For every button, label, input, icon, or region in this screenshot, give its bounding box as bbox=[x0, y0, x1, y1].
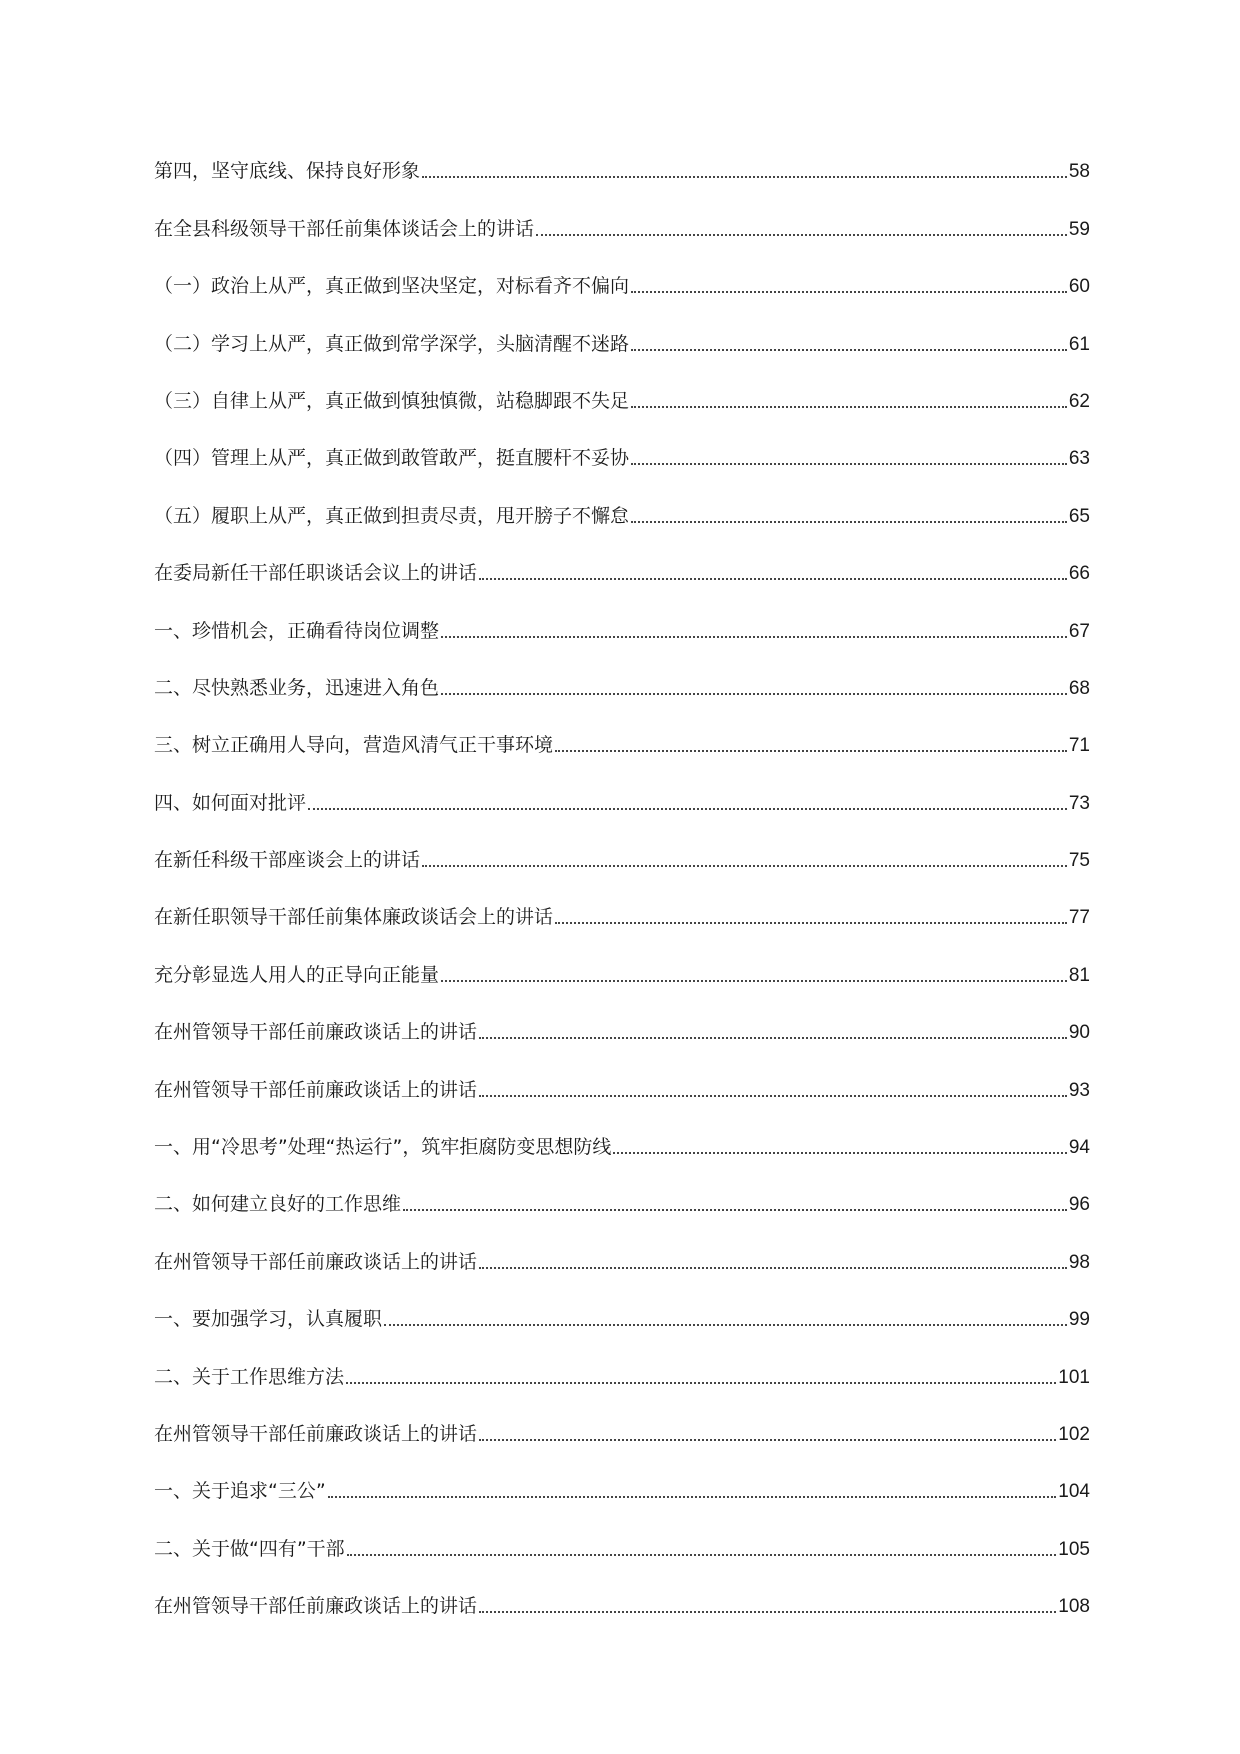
toc-entry-page-number: 63 bbox=[1068, 448, 1090, 470]
toc-dot-leader bbox=[328, 1496, 1057, 1498]
toc-entry-title: 一、用“冷思考”处理“热运行”，筑牢拒腐防变思想防线 bbox=[154, 1136, 612, 1159]
toc-dot-leader bbox=[479, 1095, 1067, 1097]
toc-entry[interactable] bbox=[154, 354, 1090, 411]
toc-entry-title: 在州管领导干部任前廉政谈话上的讲话 bbox=[154, 1250, 478, 1273]
toc-entry-title: 在州管领导干部任前廉政谈话上的讲话 bbox=[154, 1595, 478, 1618]
toc-entry-title: 二、关于工作思维方法 bbox=[154, 1365, 345, 1388]
toc-entry-title: 在全县科级领导干部任前集体谈话会上的讲话 bbox=[154, 217, 535, 240]
toc-entry-title: 三、树立正确用人导向，营造风清气正干事环境 bbox=[154, 734, 554, 757]
toc-entry-title: 在新任科级干部座谈会上的讲话 bbox=[154, 849, 421, 872]
toc-entry[interactable] bbox=[154, 1559, 1090, 1616]
toc-entry-title: 在州管领导干部任前廉政谈话上的讲话 bbox=[154, 1422, 478, 1445]
toc-entry-title: （五）履职上从严，真正做到担责尽责，甩开膀子不懈怠 bbox=[154, 504, 630, 527]
toc-dot-leader bbox=[479, 1267, 1067, 1269]
toc-dot-leader bbox=[631, 463, 1067, 465]
toc-entry[interactable] bbox=[154, 813, 1090, 870]
toc-entry-title: （二）学习上从严，真正做到常学深学，头脑清醒不迷路 bbox=[154, 332, 630, 355]
toc-entry-title: 第四，坚守底线、保持良好形象 bbox=[154, 160, 421, 183]
toc-entry-title: 充分彰显选人用人的正导向正能量 bbox=[154, 963, 440, 986]
toc-entry-title: 二、如何建立良好的工作思维 bbox=[154, 1193, 402, 1216]
toc-entry[interactable] bbox=[154, 181, 1090, 238]
toc-dot-leader bbox=[479, 1611, 1056, 1613]
toc-entry-page-number: 104 bbox=[1058, 1481, 1090, 1503]
toc-entry[interactable] bbox=[154, 239, 1090, 296]
toc-entry-title: 一、关于追求“三公” bbox=[154, 1480, 326, 1503]
toc-entry[interactable] bbox=[154, 1501, 1090, 1558]
toc-entry-page-number: 65 bbox=[1068, 505, 1090, 527]
toc-dot-leader bbox=[479, 1439, 1056, 1441]
toc-entry-page-number: 66 bbox=[1068, 563, 1090, 585]
toc-entry[interactable] bbox=[154, 296, 1090, 353]
toc-entry-title: 二、尽快熟悉业务，迅速进入角色 bbox=[154, 676, 440, 699]
toc-entry[interactable] bbox=[154, 1387, 1090, 1444]
toc-entry-page-number: 102 bbox=[1058, 1423, 1090, 1445]
toc-entry-title: （三）自律上从严，真正做到慎独慎微，站稳脚跟不失足 bbox=[154, 389, 630, 412]
toc-entry[interactable] bbox=[154, 411, 1090, 468]
toc-dot-leader bbox=[441, 980, 1067, 982]
toc-dot-leader bbox=[308, 808, 1067, 810]
toc-entry[interactable] bbox=[154, 698, 1090, 755]
toc-dot-leader bbox=[536, 234, 1067, 236]
toc-entry-title: 一、要加强学习，认真履职 bbox=[154, 1308, 383, 1331]
toc-entry[interactable] bbox=[154, 1272, 1090, 1329]
toc-entry-page-number: 75 bbox=[1068, 850, 1090, 872]
toc-entry-page-number: 94 bbox=[1068, 1137, 1090, 1159]
toc-entry-page-number: 93 bbox=[1068, 1079, 1090, 1101]
toc-entry[interactable] bbox=[154, 1329, 1090, 1386]
toc-dot-leader bbox=[555, 922, 1067, 924]
toc-entry-page-number: 96 bbox=[1068, 1194, 1090, 1216]
table-of-contents bbox=[154, 124, 1090, 1616]
toc-dot-leader bbox=[613, 1152, 1066, 1154]
toc-entry[interactable] bbox=[154, 583, 1090, 640]
toc-entry[interactable] bbox=[154, 1042, 1090, 1099]
toc-entry-page-number: 98 bbox=[1068, 1251, 1090, 1273]
toc-dot-leader bbox=[555, 750, 1067, 752]
toc-entry[interactable] bbox=[154, 755, 1090, 812]
toc-entry-page-number: 105 bbox=[1058, 1538, 1090, 1560]
toc-dot-leader bbox=[631, 521, 1067, 523]
toc-entry-title: （四）管理上从严，真正做到敢管敢严，挺直腰杆不妥协 bbox=[154, 447, 630, 470]
toc-entry-page-number: 58 bbox=[1068, 161, 1090, 183]
toc-entry-title: 在州管领导干部任前廉政谈话上的讲话 bbox=[154, 1021, 478, 1044]
toc-entry-page-number: 68 bbox=[1068, 677, 1090, 699]
toc-dot-leader bbox=[631, 291, 1067, 293]
toc-dot-leader bbox=[422, 865, 1067, 867]
toc-entry-page-number: 71 bbox=[1068, 735, 1090, 757]
toc-entry-page-number: 90 bbox=[1068, 1022, 1090, 1044]
toc-entry-title: 四、如何面对批评 bbox=[154, 791, 307, 814]
toc-entry-page-number: 62 bbox=[1068, 390, 1090, 412]
toc-dot-leader bbox=[403, 1209, 1067, 1211]
toc-entry[interactable] bbox=[154, 526, 1090, 583]
toc-dot-leader bbox=[441, 636, 1067, 638]
toc-entry[interactable] bbox=[154, 927, 1090, 984]
toc-entry-page-number: 73 bbox=[1068, 792, 1090, 814]
toc-dot-leader bbox=[441, 693, 1067, 695]
toc-dot-leader bbox=[479, 1037, 1067, 1039]
toc-entry[interactable] bbox=[154, 641, 1090, 698]
toc-dot-leader bbox=[422, 176, 1067, 178]
toc-dot-leader bbox=[346, 1382, 1056, 1384]
toc-dot-leader bbox=[631, 349, 1067, 351]
toc-dot-leader bbox=[384, 1324, 1067, 1326]
toc-entry-page-number: 67 bbox=[1068, 620, 1090, 642]
toc-entry-title: 在委局新任干部任职谈话会议上的讲话 bbox=[154, 562, 478, 585]
toc-entry-page-number: 77 bbox=[1068, 907, 1090, 929]
toc-entry-page-number: 108 bbox=[1058, 1596, 1090, 1618]
toc-entry[interactable] bbox=[154, 1100, 1090, 1157]
toc-entry-page-number: 99 bbox=[1068, 1309, 1090, 1331]
toc-entry-title: 在新任职领导干部任前集体廉政谈话会上的讲话 bbox=[154, 906, 554, 929]
toc-entry-title: （一）政治上从严，真正做到坚决坚定，对标看齐不偏向 bbox=[154, 275, 630, 298]
toc-entry[interactable] bbox=[154, 1214, 1090, 1271]
toc-entry[interactable] bbox=[154, 1157, 1090, 1214]
toc-entry[interactable] bbox=[154, 468, 1090, 525]
toc-dot-leader bbox=[347, 1554, 1057, 1556]
toc-entry-page-number: 59 bbox=[1068, 218, 1090, 240]
toc-dot-leader bbox=[479, 578, 1067, 580]
toc-entry[interactable] bbox=[154, 124, 1090, 181]
toc-entry-page-number: 101 bbox=[1058, 1366, 1090, 1388]
toc-entry-title: 在州管领导干部任前廉政谈话上的讲话 bbox=[154, 1078, 478, 1101]
toc-entry-title: 一、珍惜机会，正确看待岗位调整 bbox=[154, 619, 440, 642]
toc-dot-leader bbox=[631, 406, 1067, 408]
toc-entry[interactable] bbox=[154, 1444, 1090, 1501]
toc-entry[interactable] bbox=[154, 870, 1090, 927]
toc-entry-page-number: 60 bbox=[1068, 276, 1090, 298]
toc-entry-page-number: 81 bbox=[1068, 964, 1090, 986]
toc-entry-title: 二、关于做“四有”干部 bbox=[154, 1537, 345, 1560]
toc-entry-page-number: 61 bbox=[1068, 333, 1090, 355]
toc-entry[interactable] bbox=[154, 985, 1090, 1042]
